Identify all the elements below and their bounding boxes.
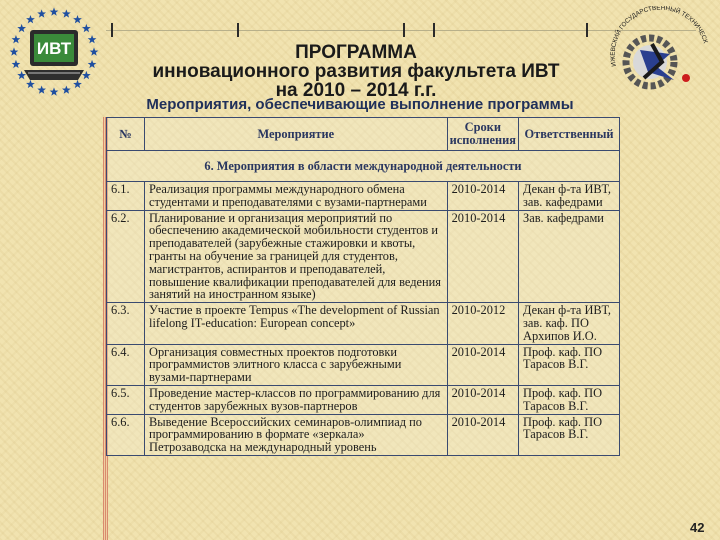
header-tick bbox=[433, 23, 435, 37]
row-responsible: Декан ф-та ИВТ, зав. кафедрами bbox=[519, 182, 620, 211]
header-tick bbox=[586, 23, 588, 37]
table-row bbox=[107, 182, 620, 211]
star-icon bbox=[12, 60, 21, 68]
table-row bbox=[107, 344, 620, 385]
header-tick bbox=[403, 23, 405, 37]
ivt-logo bbox=[8, 6, 100, 98]
row-num: 6.5. bbox=[107, 385, 145, 414]
star-icon bbox=[90, 47, 99, 55]
events-table bbox=[106, 117, 620, 456]
star-icon bbox=[62, 85, 71, 93]
row-num: 6.6. bbox=[107, 414, 145, 455]
row-num: 6.2. bbox=[107, 210, 145, 303]
header-tick bbox=[237, 23, 239, 37]
star-icon bbox=[26, 15, 35, 23]
row-period: 2010-2014 bbox=[447, 385, 518, 414]
svg-text:ИВТ: ИВТ bbox=[36, 39, 72, 58]
star-icon bbox=[10, 47, 19, 55]
star-icon bbox=[50, 87, 59, 95]
page-subtitle: Мероприятия, обеспечивающие выполнение программы bbox=[146, 96, 574, 113]
row-responsible: Проф. каф. ПО Тарасов В.Г. bbox=[519, 344, 620, 385]
table-row bbox=[107, 385, 620, 414]
star-icon bbox=[82, 71, 91, 79]
star-icon bbox=[50, 7, 59, 15]
star-icon bbox=[82, 24, 91, 32]
table-header-row bbox=[107, 118, 620, 151]
row-responsible: Проф. каф. ПО Тарасов В.Г. bbox=[519, 414, 620, 455]
page-number: 42 bbox=[690, 520, 705, 535]
star-icon bbox=[17, 24, 26, 32]
row-period: 2010-2014 bbox=[447, 414, 518, 455]
star-icon bbox=[88, 35, 97, 43]
star-icon bbox=[88, 60, 97, 68]
row-period: 2010-2012 bbox=[447, 303, 518, 344]
row-event: Планирование и организация мероприятий по обеспечению академической мобильности студентов и преподавателей (зарубежные стажировки и квоты, гранты на обучение за границей для студентов, магистрантов, аспирантов и преподавателей, повышение квалификации преподавателей для ведения занятий на иностранном языке) bbox=[145, 210, 448, 303]
row-period: 2010-2014 bbox=[447, 210, 518, 303]
row-event: Участие в проекте Tempus «The development of Russian lifelong IT-education: European concept» bbox=[145, 303, 448, 344]
row-responsible: Зав. кафедрами bbox=[519, 210, 620, 303]
row-num: 6.4. bbox=[107, 344, 145, 385]
row-num: 6.3. bbox=[107, 303, 145, 344]
star-icon bbox=[73, 80, 82, 88]
column-header-period bbox=[447, 118, 518, 151]
star-icon bbox=[26, 80, 35, 88]
section-title: 6. Мероприятия в области международной деятельности bbox=[107, 151, 620, 182]
column-header-num: № bbox=[107, 118, 145, 151]
row-event: Организация совместных проектов подготовки программистов элитного класса с зарубежными вузами-партнерами bbox=[145, 344, 448, 385]
star-icon bbox=[73, 15, 82, 23]
row-num: 6.1. bbox=[107, 182, 145, 211]
row-responsible: Декан ф-та ИВТ, зав. каф. ПО Архипов И.О. bbox=[519, 303, 620, 344]
header-tick bbox=[111, 23, 113, 37]
star-icon bbox=[62, 9, 71, 17]
row-event: Выведение Всероссийских семинаров-олимпиад по программированию в формате «зеркала» Петрозаводска на международный уровень bbox=[145, 414, 448, 455]
row-period: 2010-2014 bbox=[447, 344, 518, 385]
svg-text:ИЖЕВСКИЙ ГОСУДАРСТВЕННЫЙ ТЕХНИ: ИЖЕВСКИЙ ГОСУДАРСТВЕННЫЙ ТЕХНИЧЕСК bbox=[609, 6, 709, 68]
star-icon bbox=[17, 71, 26, 79]
table-row bbox=[107, 210, 620, 303]
column-header-event: Мероприятие bbox=[145, 118, 448, 151]
page-title-line3: на 2010 – 2014 г.г. bbox=[275, 80, 437, 101]
row-event: Проведение мастер-классов по программированию для студентов зарубежных вузов-партнеров bbox=[145, 385, 448, 414]
star-icon bbox=[12, 35, 21, 43]
star-icon bbox=[37, 9, 46, 17]
period-header-line1: Сроки bbox=[464, 120, 501, 135]
page-title: ПРОГРАММА bbox=[295, 42, 417, 63]
gear-emblem-icon bbox=[600, 6, 718, 102]
table-row bbox=[107, 414, 620, 455]
period-header-line2: исполнения bbox=[449, 133, 516, 147]
row-responsible: Проф. каф. ПО Тарасов В.Г. bbox=[519, 385, 620, 414]
university-emblem bbox=[600, 6, 718, 102]
section-row bbox=[107, 151, 620, 182]
row-period: 2010-2014 bbox=[447, 182, 518, 211]
row-event: Реализация программы международного обмена студентами и преподавателями с вузами-партнерами bbox=[145, 182, 448, 211]
column-header-responsible: Ответственный bbox=[519, 118, 620, 151]
star-icon bbox=[37, 85, 46, 93]
page-title-line2: инновационного развития факультета ИВТ bbox=[152, 61, 560, 82]
stars-ring-icon bbox=[8, 6, 100, 98]
table-row bbox=[107, 303, 620, 344]
